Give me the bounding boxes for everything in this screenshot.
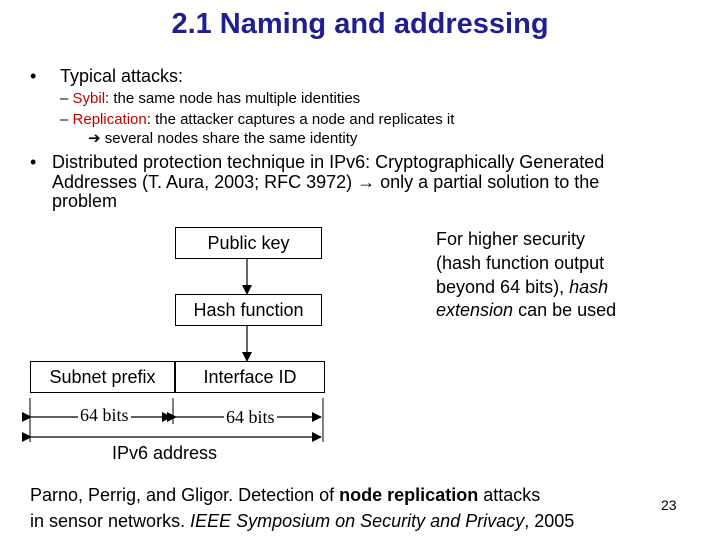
cga-line-1: Distributed protection technique in IPv6: Cryptographically Generated <box>52 152 605 172</box>
dash: – <box>60 90 69 107</box>
bits-label-left: 64 bits <box>80 405 129 425</box>
reference-line-2 <box>30 511 574 532</box>
extension-term: extension <box>436 300 514 320</box>
sybil-term: Sybil <box>72 90 106 107</box>
cga-line-2-start: Addresses (T. Aura, 2003; RFC 3972) <box>52 172 358 192</box>
dash: – <box>60 111 69 128</box>
bits-label-right: 64 bits <box>226 407 275 427</box>
bullet-typical-attacks: Typical attacks: <box>60 66 184 86</box>
reference-bold-term: node replication <box>339 485 479 505</box>
note-line-3-start: beyond 64 bits), <box>436 277 570 297</box>
reference-line-1 <box>30 485 540 506</box>
replication-description: : the attacker captures a node and replicates it <box>146 111 455 128</box>
interface-id-box: Interface ID <box>175 361 325 393</box>
arrow-icon: → <box>357 172 376 192</box>
slide-title: 2.1 Naming and addressing <box>171 8 549 40</box>
arrow-icon: ➔ <box>88 130 101 147</box>
reference-authors: Parno, Perrig, and Gligor. Detection of <box>30 485 340 505</box>
hash-term: hash <box>569 277 609 297</box>
bullet-marker: • <box>30 66 37 86</box>
note-line-2: (hash function output <box>436 253 605 273</box>
consequence-text: several nodes share the same identity <box>104 130 358 147</box>
public-key-box: Public key <box>175 227 322 259</box>
note-line-3 <box>436 277 608 298</box>
reference-title-end: attacks <box>478 485 541 505</box>
ipv6-address-label: IPv6 address <box>112 443 218 463</box>
hash-function-box: Hash function <box>175 294 322 326</box>
sybil-description: : the same node has multiple identities <box>105 90 361 107</box>
note-line-4-end: can be used <box>513 300 617 320</box>
reference-venue: IEEE Symposium on Security and Privacy <box>190 511 525 531</box>
note-line-1: For higher security <box>436 229 586 249</box>
reference-title-cont: in sensor networks. <box>30 511 191 531</box>
cga-line-2-end: only a partial solution to the <box>375 172 600 192</box>
note-line-4 <box>436 300 616 321</box>
replication-term: Replication <box>72 111 147 128</box>
reference-year: , 2005 <box>524 511 575 531</box>
page-number: 23 <box>661 497 677 513</box>
cga-line-3: problem <box>52 191 118 211</box>
subnet-prefix-box: Subnet prefix <box>30 361 175 393</box>
bullet-marker: • <box>30 152 37 172</box>
